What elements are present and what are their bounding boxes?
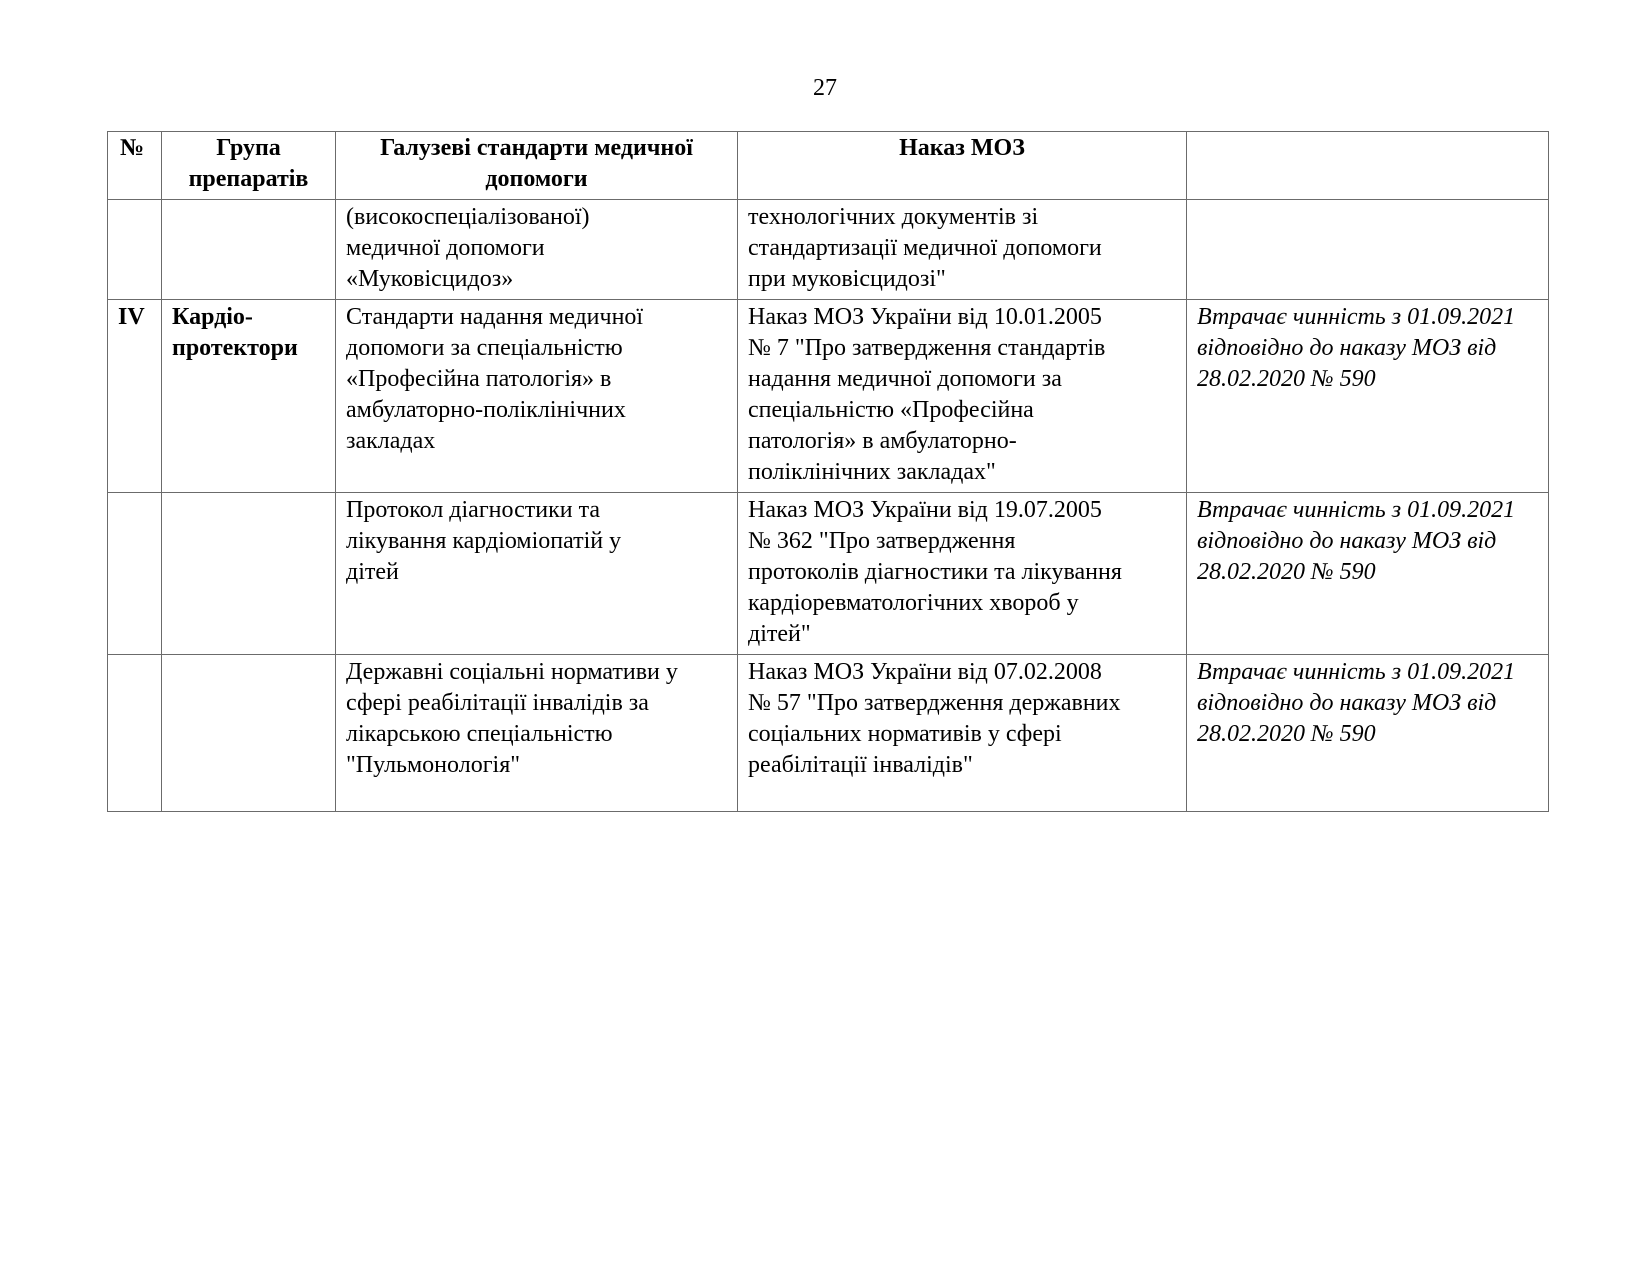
header-note [1187, 132, 1549, 200]
header-drug-group: Група препаратів [162, 132, 336, 200]
table-row [108, 200, 1549, 300]
row-drug-group [162, 493, 336, 655]
row-order: Наказ МОЗ України від 19.07.2005 № 362 "Про затвердження протоколів діагностики та лікування кардіоревматологічних хвороб у дітей" [738, 493, 1187, 655]
header-order: Наказ МОЗ [738, 132, 1187, 200]
row-note: Втрачає чинність з 01.09.2021 відповідно до наказу МОЗ від 28.02.2020 № 590 [1187, 655, 1549, 812]
row-number [108, 655, 162, 812]
row-drug-group [162, 200, 336, 300]
table-row [108, 300, 1549, 493]
table-row [108, 493, 1549, 655]
row-drug-group [162, 655, 336, 812]
row-note: Втрачає чинність з 01.09.2021 відповідно до наказу МОЗ від 28.02.2020 № 590 [1187, 300, 1549, 493]
row-standard: (високоспеціалізованої) медичної допомоги «Муковісцидоз» [336, 200, 738, 300]
table-row [108, 655, 1549, 812]
row-order: Наказ МОЗ України від 07.02.2008 № 57 "Про затвердження державних соціальних нормативів у сфері реабілітації інвалідів" [738, 655, 1187, 812]
row-note: Втрачає чинність з 01.09.2021 відповідно до наказу МОЗ від 28.02.2020 № 590 [1187, 493, 1549, 655]
row-standard: Протокол діагностики та лікування кардіоміопатій у дітей [336, 493, 738, 655]
row-note [1187, 200, 1549, 300]
row-number [108, 493, 162, 655]
row-standard: Стандарти надання медичної допомоги за спеціальністю «Професійна патологія» в амбулаторно-поліклінічних закладах [336, 300, 738, 493]
row-order: технологічних документів зі стандартизації медичної допомоги при муковісцидозі" [738, 200, 1187, 300]
row-number [108, 200, 162, 300]
header-number: № [108, 132, 162, 200]
header-standards: Галузеві стандарти медичної допомоги [336, 132, 738, 200]
row-number: IV [108, 300, 162, 493]
page-number: 27 [813, 75, 837, 101]
row-order: Наказ МОЗ України від 10.01.2005 № 7 "Про затвердження стандартів надання медичної допомоги за спеціальністю «Професійна патологія» в амбулаторно- поліклінічних закладах" [738, 300, 1187, 493]
table-header-row [108, 132, 1549, 200]
standards-table [107, 131, 1549, 812]
row-drug-group: Кардіо- протектори [162, 300, 336, 493]
row-standard: Державні соціальні нормативи у сфері реабілітації інвалідів за лікарською спеціальністю "Пульмонологія" [336, 655, 738, 812]
